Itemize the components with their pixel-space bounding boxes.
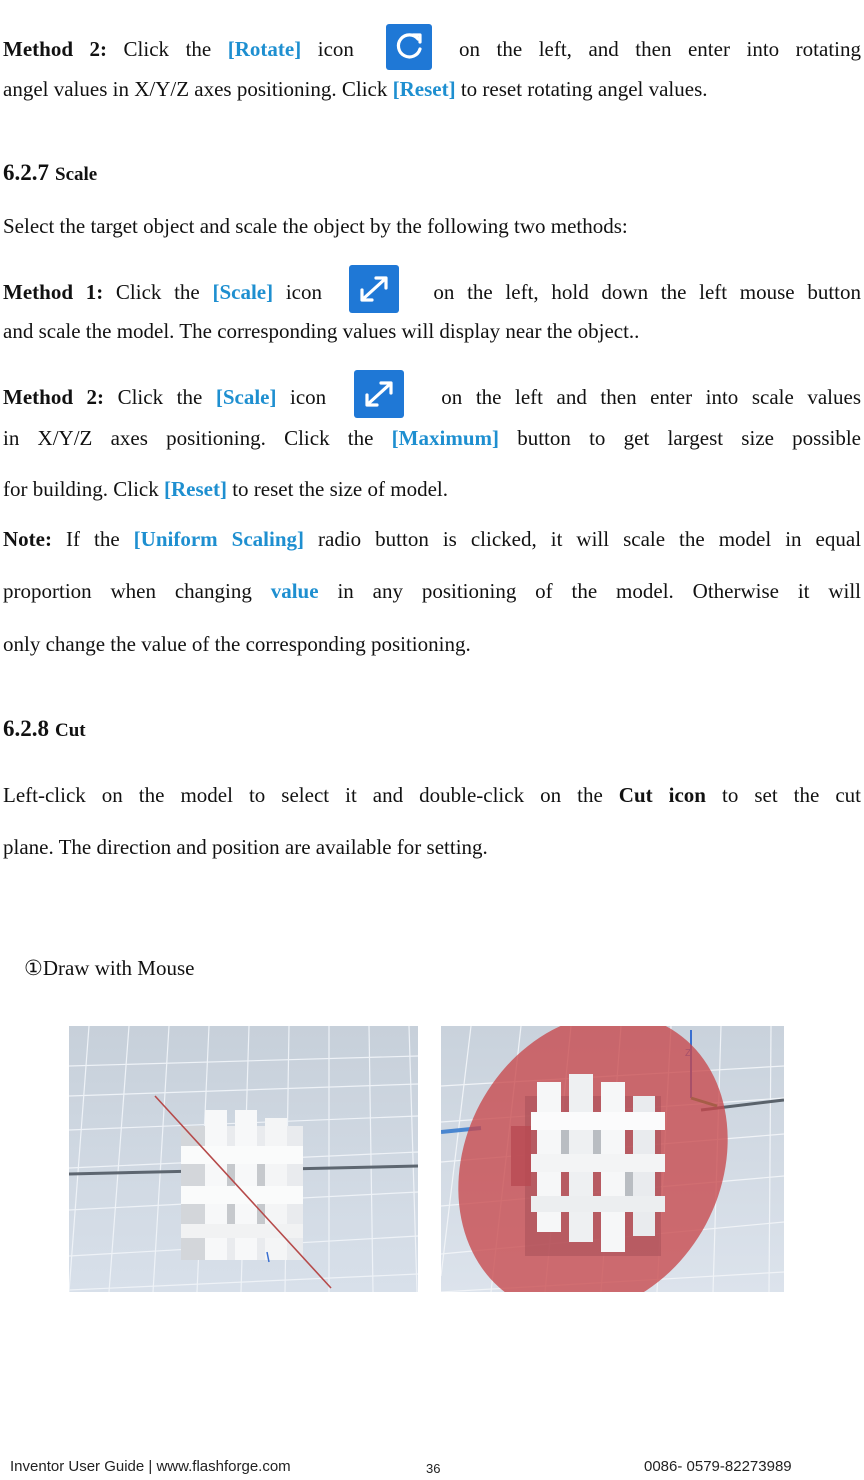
scale-icon: [349, 265, 399, 313]
cut-before-illustration: [69, 1026, 418, 1292]
scale-note-line1: Note: If the [Uniform Scaling] radio button is clicked, it will scale the model in equal: [3, 527, 862, 551]
rotate-reset-link: [Reset]: [392, 77, 456, 101]
scale-link-2: [Scale]: [215, 385, 277, 409]
footer-right: 0086- 0579-82273989: [644, 1458, 792, 1475]
rotate-link: [Rotate]: [227, 37, 302, 61]
rotate-icon: [386, 24, 432, 70]
scale-icon: [354, 370, 404, 418]
scale-link: [Scale]: [212, 280, 274, 304]
rotate-method2-line1: Method 2: Click the [Rotate] icon on the left, and then enter into rotating: [3, 24, 861, 70]
cut-screenshot-before: [69, 1026, 418, 1292]
value-highlight: value: [270, 579, 319, 603]
scale-reset-link: [Reset]: [164, 477, 227, 501]
page-number: 36: [426, 1461, 441, 1476]
section-heading-scale: 6.2.7 Scale: [3, 160, 98, 185]
scale-method1-line1: Method 1: Click the [Scale] icon on the left, hold down the left mouse button: [3, 265, 861, 313]
scale-method2-line1: Method 2: Click the [Scale] icon on the left and then enter into scale values: [3, 370, 861, 418]
maximum-link: [Maximum]: [391, 426, 499, 450]
draw-with-mouse-label: ①Draw with Mouse: [24, 956, 195, 980]
uniform-scaling-link: [Uniform Scaling]: [133, 527, 304, 551]
scale-method2-line2: in X/Y/Z axes positioning. Click the [Maximum] button to get largest size possible: [3, 426, 862, 450]
cut-after-illustration: [441, 1026, 784, 1292]
scale-intro: Select the target object and scale the object by the following two methods:: [3, 214, 628, 238]
cut-line1: Left-click on the model to select it and double-click on the Cut icon to set the cut: [3, 783, 861, 807]
scale-note-line2: proportion when changing value in any positioning of the model. Otherwise it will: [3, 579, 862, 603]
cut-line2: plane. The direction and position are available for setting.: [3, 835, 488, 859]
scale-method2-line3: for building. Click [Reset] to reset the size of model.: [3, 477, 448, 501]
scale-note-line3: only change the value of the corresponding positioning.: [3, 632, 471, 656]
rotate-method2-line2: angel values in X/Y/Z axes positioning. Click [Reset] to reset rotating angel values.: [3, 77, 708, 101]
cut-screenshot-after: [441, 1026, 784, 1292]
footer-left: Inventor User Guide | www.flashforge.com: [10, 1458, 291, 1475]
section-heading-cut: 6.2.8 Cut: [3, 716, 86, 741]
scale-method1-line2: and scale the model. The corresponding values will display near the object..: [3, 319, 640, 343]
